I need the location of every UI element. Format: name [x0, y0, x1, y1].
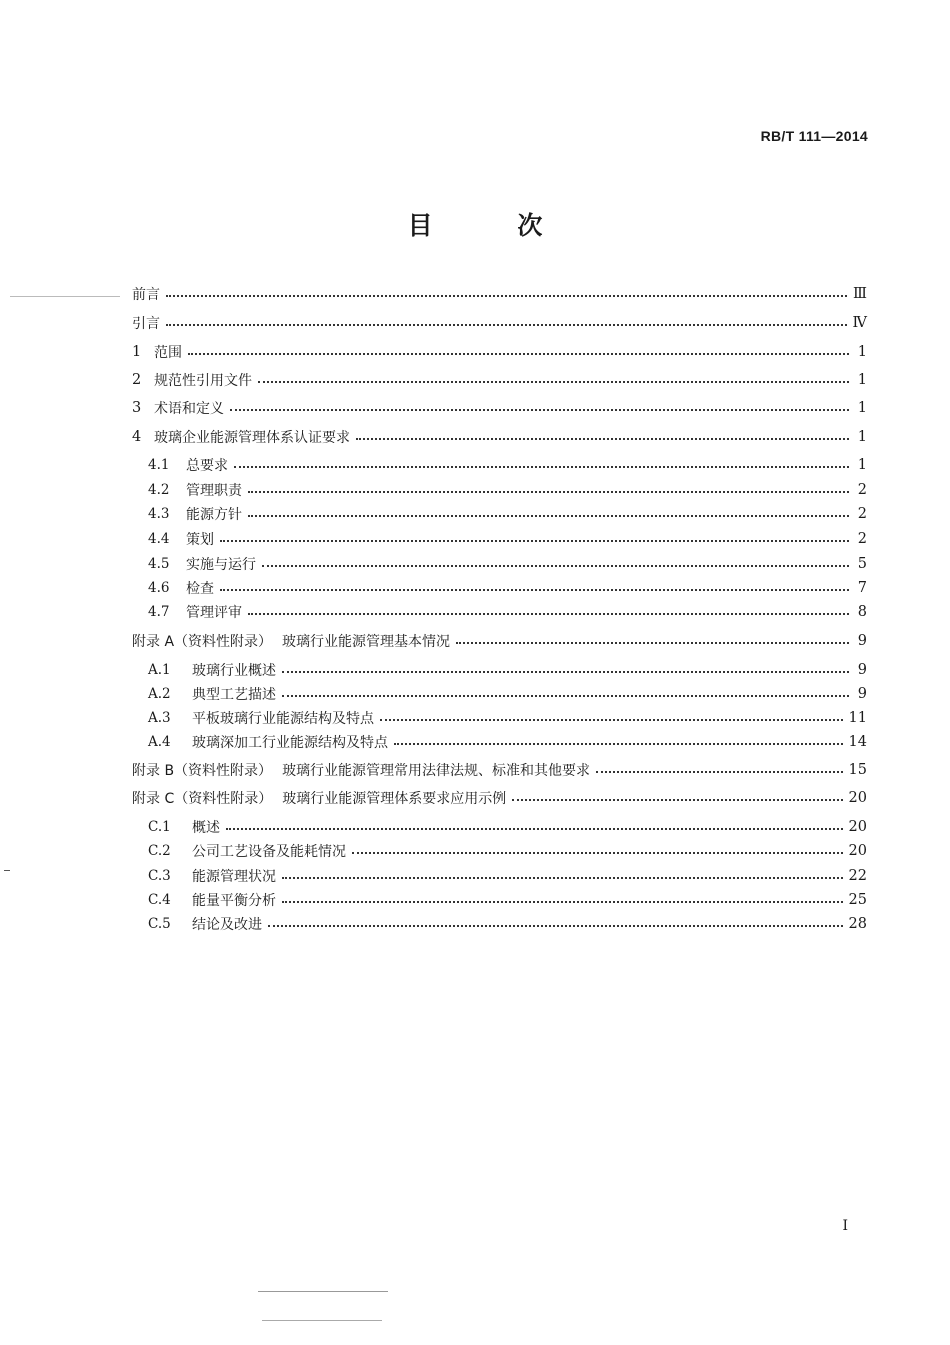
toc-entry-page: 9 — [857, 686, 867, 702]
toc-entry[interactable] — [132, 815, 867, 839]
dot-leader — [380, 719, 843, 721]
toc-entry-label: 能量平衡分析 — [192, 893, 276, 909]
dot-leader — [512, 799, 842, 801]
toc-entry-label: 典型工艺描述 — [192, 687, 276, 703]
toc-entry[interactable] — [132, 527, 867, 551]
toc-entry-number: C.2 — [148, 843, 171, 859]
toc-entry[interactable] — [132, 888, 867, 912]
toc-entry-label: 术语和定义 — [154, 401, 224, 417]
toc-entry-page: 5 — [857, 556, 867, 572]
toc-entry[interactable] — [132, 730, 867, 754]
dot-leader — [258, 381, 849, 383]
toc-entry-page: 2 — [857, 482, 867, 498]
dot-leader — [220, 589, 849, 591]
toc-entry[interactable] — [132, 282, 867, 306]
toc-entry[interactable] — [132, 864, 867, 888]
toc-entry[interactable] — [132, 478, 867, 502]
toc-entry-label: 管理职责 — [186, 483, 242, 499]
document-code: RB/T 111—2014 — [760, 128, 868, 144]
dot-leader — [248, 613, 849, 615]
toc-entry-page: 9 — [857, 662, 867, 678]
toc-entry[interactable] — [132, 658, 867, 682]
toc-entry-label: 总要求 — [186, 458, 228, 474]
page-number: I — [842, 1218, 848, 1234]
toc-entry-label: 玻璃行业概述 — [192, 663, 276, 679]
toc-entry-number: 2 — [132, 372, 142, 388]
toc-entry-label: 结论及改进 — [192, 917, 262, 933]
toc-entry-number: 4.1 — [148, 457, 170, 473]
toc-entry-number: 4.6 — [148, 580, 170, 596]
toc-entry-page: 20 — [848, 790, 867, 806]
scan-artifact — [4, 870, 10, 871]
toc-entry[interactable] — [132, 340, 867, 364]
toc-entry-label: 检查 — [186, 581, 214, 597]
toc-entry-page: 2 — [857, 506, 867, 522]
toc-entry-page: 1 — [857, 372, 867, 388]
dot-leader — [282, 901, 843, 903]
toc-entry-label: 范围 — [154, 345, 182, 361]
toc-entry[interactable] — [132, 912, 867, 936]
toc-entry-page: 15 — [848, 762, 867, 778]
toc-entry-page: 1 — [857, 344, 867, 360]
toc-entry-label: 规范性引用文件 — [154, 373, 252, 389]
toc-entry-label: 公司工艺设备及能耗情况 — [192, 844, 346, 860]
toc-entry[interactable] — [132, 706, 867, 730]
toc-entry[interactable] — [132, 396, 867, 420]
toc-entry-label: 能源方针 — [186, 507, 242, 523]
toc-entry-page: Ⅳ — [852, 315, 867, 331]
toc-entry-number: 4.5 — [148, 556, 170, 572]
toc-entry-page: 20 — [848, 819, 867, 835]
dot-leader — [226, 828, 843, 830]
toc-entry[interactable] — [132, 758, 867, 782]
dot-leader — [268, 925, 843, 927]
toc-entry[interactable] — [132, 600, 867, 624]
toc-entry-page: 14 — [848, 734, 867, 750]
toc-entry-label: 玻璃行业能源管理体系要求应用示例 — [282, 791, 507, 807]
toc-entry-number: 4.3 — [148, 506, 170, 522]
toc-entry[interactable] — [132, 682, 867, 706]
toc-entry-page: 20 — [848, 843, 867, 859]
toc-entry-number: C.4 — [148, 892, 171, 908]
dot-leader — [596, 771, 842, 773]
dot-leader — [456, 642, 849, 644]
toc-entry-label: 玻璃企业能源管理体系认证要求 — [154, 430, 350, 446]
dot-leader — [394, 743, 843, 745]
toc-entry-label: 玻璃行业能源管理基本情况 — [282, 634, 451, 650]
toc-entry-number: 附录 B（资料性附录） — [132, 763, 273, 779]
toc-entry-number: A.2 — [148, 686, 171, 702]
toc-entry-page: 25 — [848, 892, 867, 908]
toc-entry-label: 管理评审 — [186, 605, 242, 621]
toc-entry[interactable] — [132, 629, 867, 653]
scan-artifact — [258, 1291, 388, 1292]
toc-entry-number: 3 — [132, 400, 142, 416]
dot-leader — [356, 438, 849, 440]
toc-entry[interactable] — [132, 311, 867, 335]
toc-entry-label: 前言 — [132, 287, 160, 303]
dot-leader — [220, 540, 849, 542]
toc-entry-page: 7 — [857, 580, 867, 596]
toc-entry-page: 1 — [857, 400, 867, 416]
dot-leader — [352, 852, 843, 854]
toc-entry-number: 4 — [132, 429, 142, 445]
toc-entry-label: 能源管理状况 — [192, 869, 276, 885]
toc-entry-number: C.1 — [148, 819, 171, 835]
toc-entry-number: C.5 — [148, 916, 171, 932]
toc-entry[interactable] — [132, 502, 867, 526]
dot-leader — [248, 491, 849, 493]
dot-leader — [234, 466, 849, 468]
toc-entry[interactable] — [132, 786, 867, 810]
toc-entry-number: A.3 — [148, 710, 171, 726]
dot-leader — [262, 565, 849, 567]
toc-entry-page: 1 — [857, 429, 867, 445]
toc-entry-page: 11 — [848, 710, 867, 726]
toc-entry-label: 平板玻璃行业能源结构及特点 — [192, 711, 374, 727]
toc-entry-number: 1 — [132, 344, 142, 360]
toc-entry[interactable] — [132, 839, 867, 863]
toc-entry-page: 1 — [857, 457, 867, 473]
toc-entry-number: 4.2 — [148, 482, 170, 498]
toc-entry-page: 9 — [857, 633, 867, 649]
dot-leader — [282, 877, 843, 879]
dot-leader — [166, 324, 847, 326]
page-title: 目 次 — [407, 211, 581, 240]
toc-entry-label: 概述 — [192, 820, 220, 836]
toc-entry-number: 附录 A（资料性附录） — [132, 634, 273, 650]
toc-entry-label: 玻璃行业能源管理常用法律法规、标准和其他要求 — [282, 763, 591, 779]
dot-leader — [166, 295, 847, 297]
toc-entry[interactable] — [132, 453, 867, 477]
toc-entry-page: 22 — [848, 868, 867, 884]
dot-leader — [188, 353, 849, 355]
toc-entry-page: 8 — [857, 604, 867, 620]
toc-entry-page: 28 — [848, 916, 867, 932]
toc-entry-label: 玻璃深加工行业能源结构及特点 — [192, 735, 388, 751]
scan-artifact — [10, 296, 120, 297]
toc-entry[interactable] — [132, 368, 867, 392]
scan-artifact — [262, 1320, 382, 1321]
toc-entry-page: 2 — [857, 531, 867, 547]
toc-entry[interactable] — [132, 552, 867, 576]
toc-entry-page: Ⅲ — [853, 286, 867, 302]
dot-leader — [282, 695, 849, 697]
toc-entry-number: C.3 — [148, 868, 171, 884]
toc-entry-label: 实施与运行 — [186, 557, 256, 573]
toc-entry-number: A.4 — [148, 734, 171, 750]
toc-entry[interactable] — [132, 576, 867, 600]
toc-entry-label: 策划 — [186, 532, 214, 548]
dot-leader — [248, 515, 849, 517]
toc-entry[interactable] — [132, 425, 867, 449]
toc-entry-number: 附录 C（资料性附录） — [132, 791, 273, 807]
dot-leader — [230, 409, 849, 411]
toc-entry-number: 4.7 — [148, 604, 170, 620]
dot-leader — [282, 671, 849, 673]
toc-entry-label: 引言 — [132, 316, 160, 332]
toc-entry-number: 4.4 — [148, 531, 170, 547]
toc-entry-number: A.1 — [148, 662, 171, 678]
